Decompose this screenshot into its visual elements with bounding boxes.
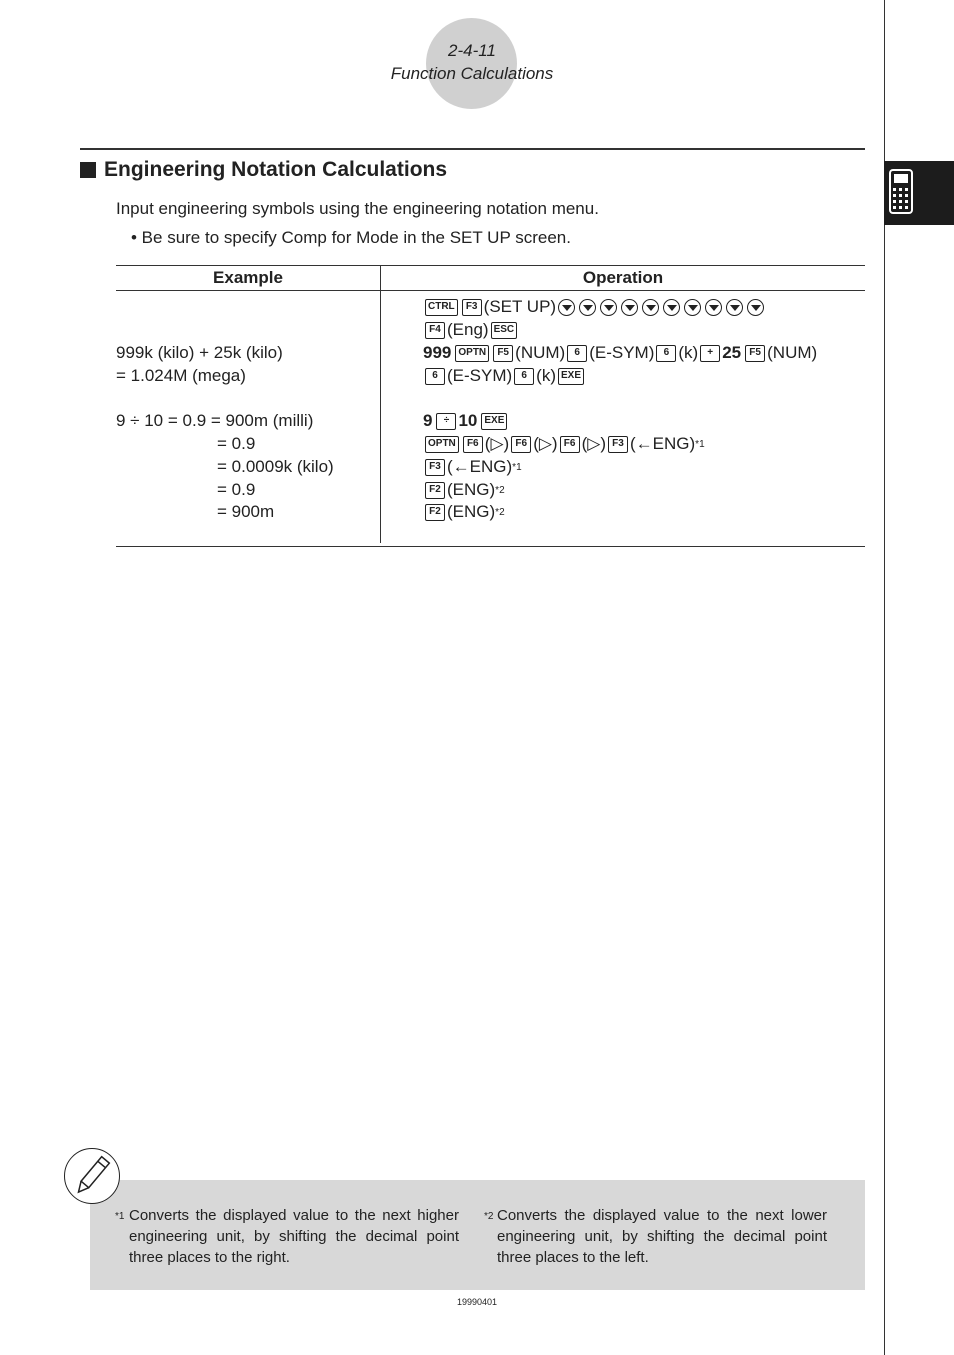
footnote-1: Converts the displayed value to the next higher engineering unit, by shifting the decimal point three places to the right. bbox=[129, 1207, 459, 1266]
cursor-down-icon bbox=[705, 299, 722, 316]
operation-row bbox=[423, 479, 505, 501]
op-label: (E-SYM) bbox=[589, 343, 655, 362]
cursor-down-icon bbox=[558, 299, 575, 316]
op-label: (SET UP) bbox=[483, 297, 557, 316]
cursor-down-icon bbox=[579, 299, 596, 316]
cursor-down-icon bbox=[747, 299, 764, 316]
calculator-icon bbox=[884, 161, 954, 225]
footnote-ref: *2 bbox=[495, 484, 505, 496]
table-divider bbox=[380, 265, 381, 543]
example-line: = 0.9 bbox=[217, 480, 256, 499]
op-label: (k) bbox=[536, 366, 556, 385]
example-line: = 1.024M (mega) bbox=[116, 366, 246, 385]
table-header-rule bbox=[116, 290, 865, 291]
op-number: 9 bbox=[423, 411, 433, 430]
f3-key: F3 bbox=[608, 436, 628, 453]
pencil-icon bbox=[64, 1148, 120, 1204]
col-example-header: Example bbox=[213, 268, 283, 287]
f3-key: F3 bbox=[425, 459, 445, 476]
operation-row bbox=[423, 456, 522, 478]
footnote-mark: *2 bbox=[484, 1211, 494, 1222]
operation-row bbox=[423, 433, 705, 455]
op-label: (NUM) bbox=[515, 343, 566, 362]
op-label: (▷) bbox=[533, 434, 558, 453]
footer-code: 19990401 bbox=[456, 1297, 498, 1307]
example-line: 9 ÷ 10 = 0.9 = 900m (milli) bbox=[116, 411, 314, 430]
f3-key: F3 bbox=[462, 299, 482, 316]
table-top-rule bbox=[116, 265, 865, 266]
f6-key: F6 bbox=[560, 436, 580, 453]
section-rule bbox=[80, 148, 865, 150]
f6-key: F6 bbox=[463, 436, 483, 453]
exe-key: EXE bbox=[481, 413, 507, 430]
intro-text: Input engineering symbols using the engineering notation menu. bbox=[116, 199, 599, 218]
op-number: 10 bbox=[458, 411, 478, 430]
op-number: 25 bbox=[722, 343, 742, 362]
footnote-1-mark bbox=[115, 1206, 124, 1231]
exe-key: EXE bbox=[558, 368, 584, 385]
f5-key: F5 bbox=[493, 345, 513, 362]
op-label: (E-SYM) bbox=[447, 366, 513, 385]
six-key: 6 bbox=[567, 345, 587, 362]
footnote-ref: *1 bbox=[512, 461, 522, 473]
footnote-mark: *1 bbox=[115, 1211, 125, 1222]
operation-row bbox=[423, 342, 817, 364]
operation-row bbox=[423, 365, 586, 387]
f2-key: F2 bbox=[425, 504, 445, 521]
operation-row bbox=[423, 501, 505, 523]
bullet-text: • Be sure to specify Comp for Mode in the SET UP screen. bbox=[131, 228, 571, 247]
operation-row bbox=[423, 296, 766, 318]
six-key: 6 bbox=[656, 345, 676, 362]
section-title-text: Engineering Notation Calculations bbox=[104, 158, 448, 181]
footnote-2: Converts the displayed value to the next lower engineering unit, by shifting the decimal point three places to the left. bbox=[497, 1207, 827, 1266]
square-bullet-icon bbox=[80, 162, 96, 178]
example-line: = 0.0009k (kilo) bbox=[217, 457, 334, 476]
cursor-down-icon bbox=[642, 299, 659, 316]
plus-key: + bbox=[700, 345, 720, 362]
cursor-down-icon bbox=[621, 299, 638, 316]
six-key: 6 bbox=[514, 368, 534, 385]
cursor-down-icon bbox=[726, 299, 743, 316]
section-title bbox=[80, 158, 447, 182]
operation-row bbox=[423, 410, 509, 432]
op-label: (←ENG) bbox=[447, 457, 513, 476]
cursor-down-icon bbox=[600, 299, 617, 316]
optn-key: OPTN bbox=[455, 345, 489, 362]
cursor-down-icon bbox=[684, 299, 701, 316]
op-label: (ENG) bbox=[447, 502, 496, 521]
op-number: 999 bbox=[423, 343, 452, 362]
page-number: 2-4-11 bbox=[448, 41, 496, 60]
optn-key: OPTN bbox=[425, 436, 459, 453]
op-label: (NUM) bbox=[767, 343, 818, 362]
op-label: (Eng) bbox=[447, 320, 489, 339]
esc-key: ESC bbox=[491, 322, 518, 339]
op-label: (▷) bbox=[484, 434, 510, 453]
ctrl-key: CTRL bbox=[425, 299, 458, 316]
chapter-tab bbox=[884, 161, 954, 225]
footnote-ref: *1 bbox=[695, 438, 705, 450]
cursor-down-icon bbox=[663, 299, 680, 316]
op-label: (ENG) bbox=[447, 480, 496, 499]
f2-key: F2 bbox=[425, 482, 445, 499]
op-label: (k) bbox=[678, 343, 699, 362]
example-line: = 900m bbox=[217, 502, 275, 521]
operation-row bbox=[423, 319, 519, 341]
f6-key: F6 bbox=[511, 436, 531, 453]
footnote-2-mark bbox=[484, 1206, 493, 1231]
section-header: Function Calculations bbox=[390, 64, 554, 83]
col-operation-header: Operation bbox=[582, 268, 664, 287]
example-line: 999k (kilo) + 25k (kilo) bbox=[116, 343, 283, 362]
footnote-ref: *2 bbox=[495, 506, 505, 518]
op-label: (▷) bbox=[581, 434, 606, 453]
op-label: (←ENG) bbox=[630, 434, 696, 453]
six-key: 6 bbox=[425, 368, 445, 385]
divide-key: ÷ bbox=[436, 413, 456, 430]
table-bottom-rule bbox=[116, 546, 865, 547]
example-line: = 0.9 bbox=[217, 434, 256, 453]
f4-key: F4 bbox=[425, 322, 445, 339]
f5-key: F5 bbox=[745, 345, 765, 362]
